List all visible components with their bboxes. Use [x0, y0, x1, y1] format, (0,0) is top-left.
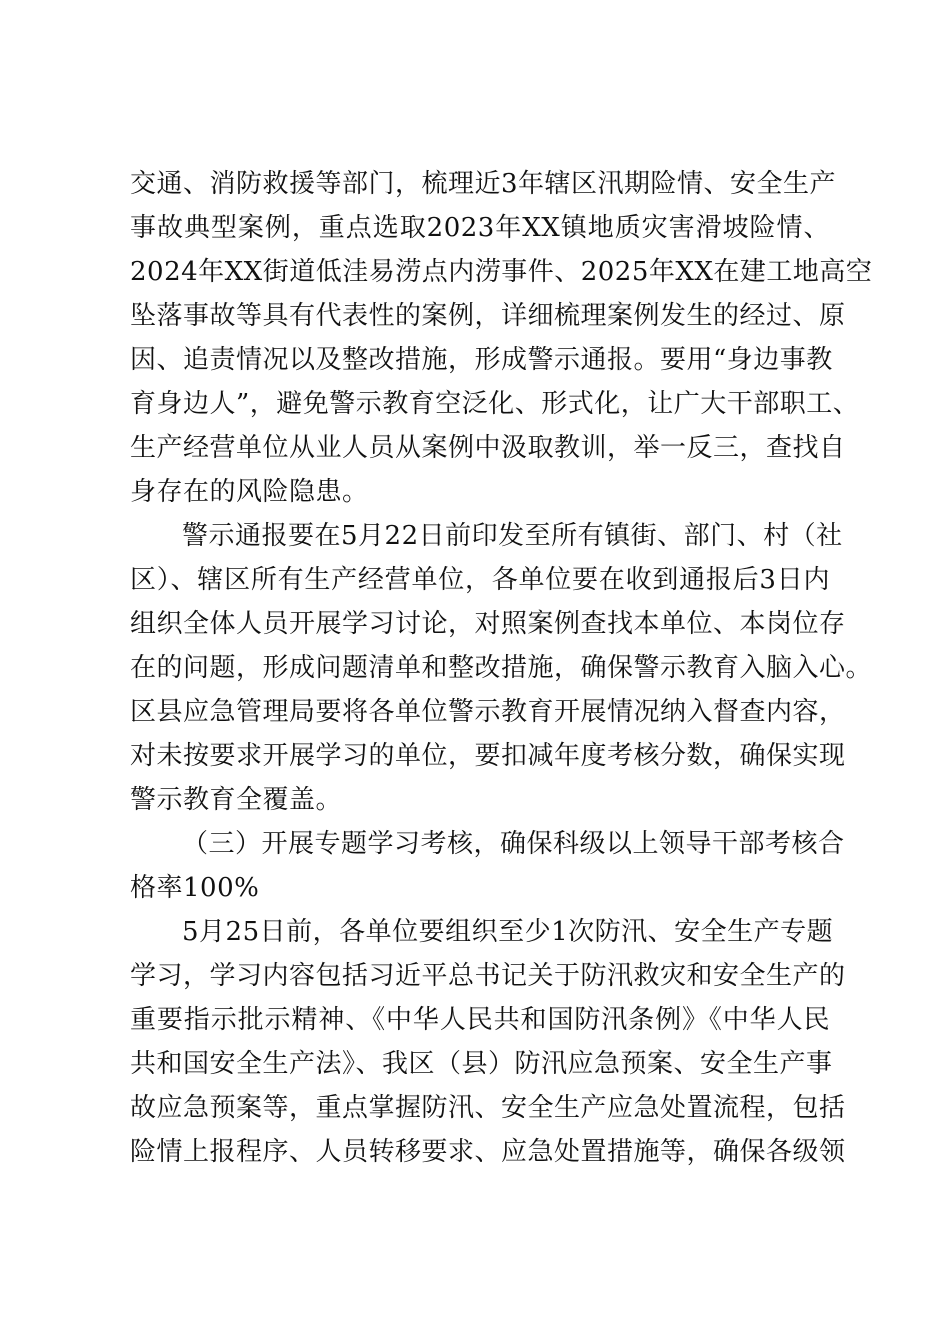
paragraph	[130, 910, 846, 1174]
text-line: 在的问题，形成问题清单和整改措施，确保警示教育入脑入心。	[130, 653, 873, 683]
text-line: 故应急预案等，重点掌握防汛、安全生产应急处置流程，包括	[130, 1093, 846, 1123]
text-line: 共和国安全生产法》、我区（县）防汛应急预案、安全生产事	[130, 1049, 833, 1079]
text-line: 生产经营单位从业人员从案例中汲取教训，举一反三，查找自	[130, 433, 846, 463]
text-line: 交通、消防救援等部门，梳理近3年辖区汛期险情、安全生产	[130, 169, 837, 199]
text-line: 2024年XX街道低洼易涝点内涝事件、2025年XX在建工地高空	[130, 257, 873, 287]
text-line: 坠落事故等具有代表性的案例，详细梳理案例发生的经过、原	[130, 301, 846, 331]
text-line: 身存在的风险隐患。	[130, 477, 369, 507]
text-line: （三）开展专题学习考核，确保科级以上领导干部考核合	[182, 829, 845, 859]
text-line: 组织全体人员开展学习讨论，对照案例查找本单位、本岗位存	[130, 609, 846, 639]
text-line: 格率100%	[130, 873, 260, 903]
paragraph	[130, 162, 873, 514]
text-line: 区）、辖区所有生产经营单位，各单位要在收到通报后3日内	[130, 565, 830, 595]
text-line: 警示通报要在5月22日前印发至所有镇街、部门、村（社	[182, 521, 843, 551]
text-line: 对未按要求开展学习的单位，要扣减年度考核分数，确保实现	[130, 741, 846, 771]
text-line: 因、追责情况以及整改措施，形成警示通报。要用“身边事教	[130, 345, 833, 375]
paragraph	[130, 514, 873, 822]
text-line: 区县应急管理局要将各单位警示教育开展情况纳入督查内容，	[130, 697, 846, 727]
text-line: 重要指示批示精神、《中华人民共和国防汛条例》《中华人民	[130, 1005, 830, 1035]
text-line: 5月25日前，各单位要组织至少1次防汛、安全生产专题	[182, 917, 834, 947]
text-line: 事故典型案例，重点选取2023年XX镇地质灾害滑坡险情、	[130, 213, 830, 243]
text-line: 学习，学习内容包括习近平总书记关于防汛救灾和安全生产的	[130, 961, 846, 991]
text-line: 育身边人”，避免警示教育空泛化、形式化，让广大干部职工、	[130, 389, 860, 419]
text-line: 警示教育全覆盖。	[130, 785, 343, 815]
text-line: 险情上报程序、人员转移要求、应急处置措施等，确保各级领	[130, 1137, 846, 1167]
paragraph	[130, 822, 845, 910]
document-body	[130, 162, 873, 1174]
